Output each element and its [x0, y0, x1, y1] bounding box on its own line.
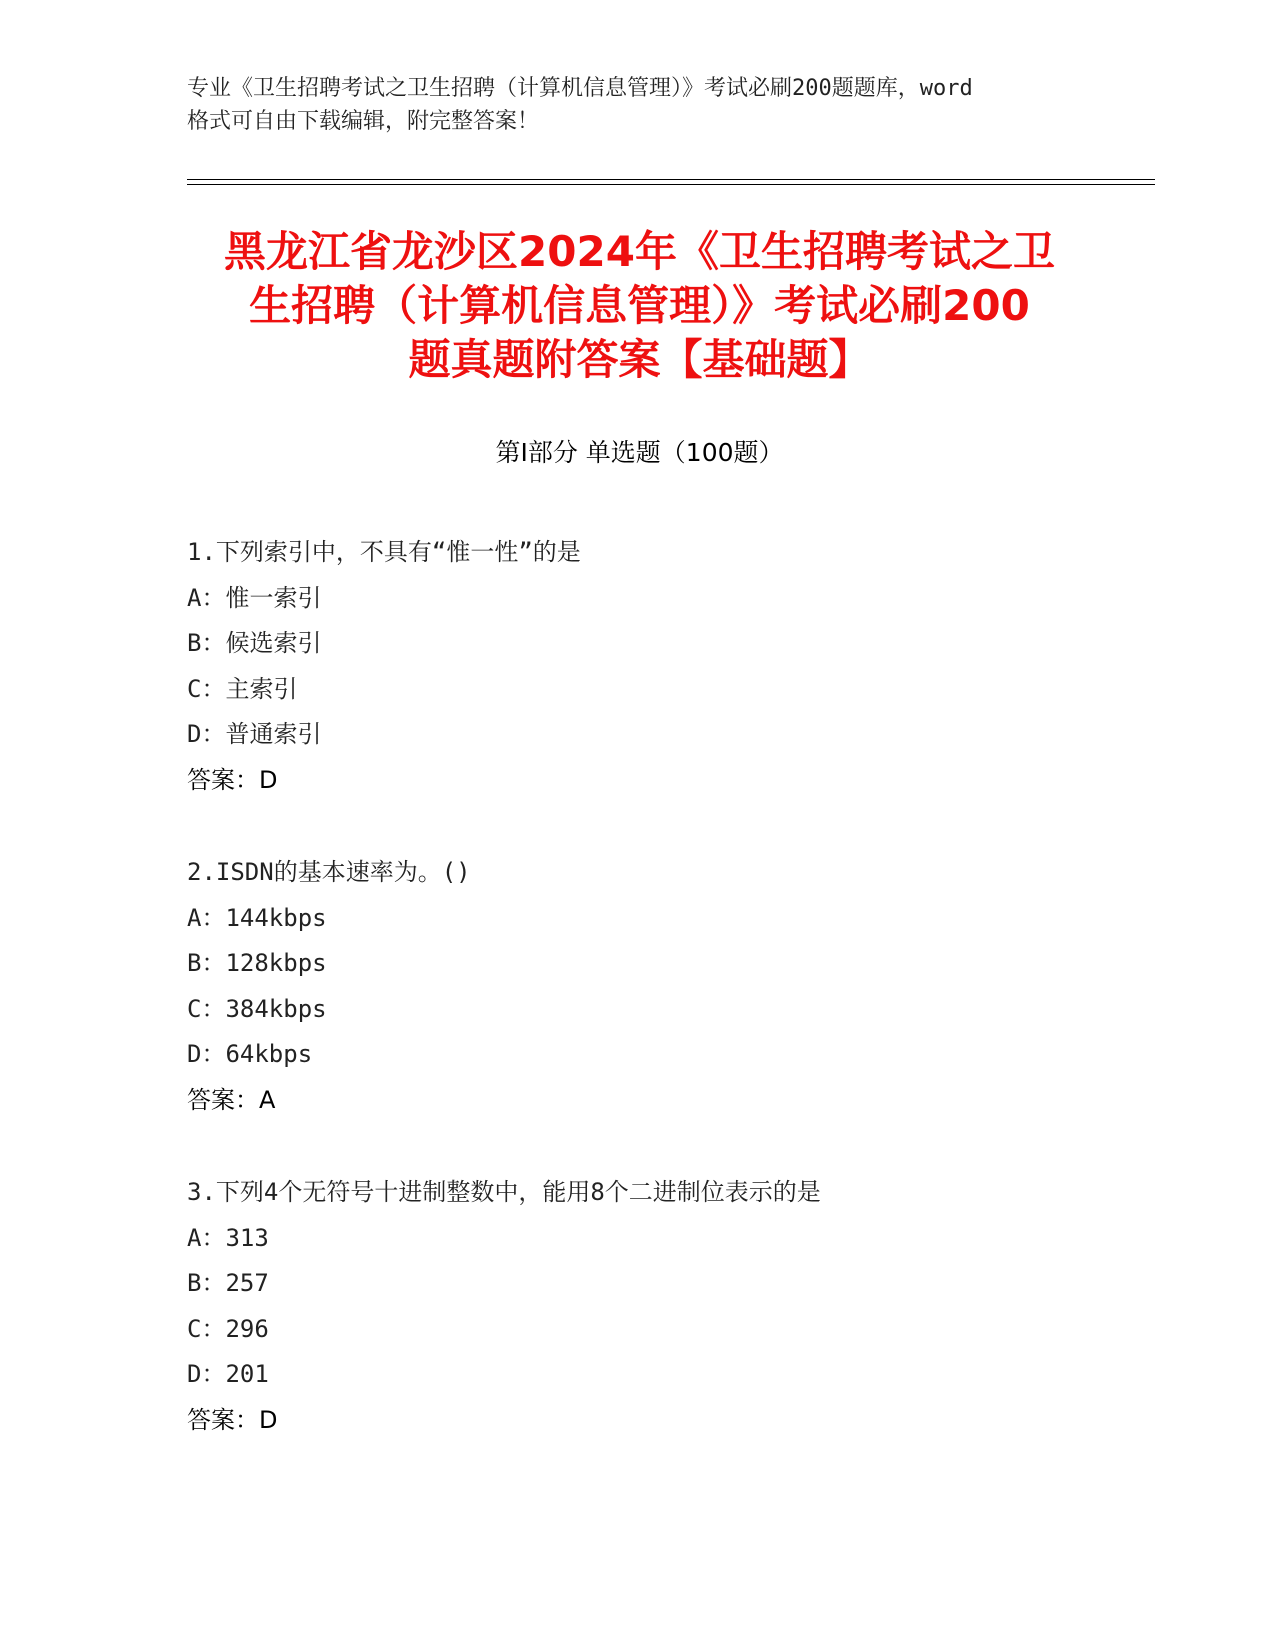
- question-block: [187, 530, 1087, 803]
- option-a: A：313: [187, 1223, 269, 1252]
- option-b: B：候选索引: [187, 629, 322, 657]
- title-line-2: 生招聘（计算机信息管理）》考试必刷200: [249, 281, 1030, 330]
- header-divider-bottom: [187, 184, 1155, 185]
- question-stem: 3.下列4个无符号十进制整数中，能用8个二进制位表示的是: [187, 1178, 821, 1206]
- option-d: D：普通索引: [187, 720, 322, 748]
- header-divider-top: [187, 179, 1155, 180]
- option-d: D：64kbps: [187, 1040, 313, 1068]
- option-d: D：201: [187, 1360, 269, 1388]
- answer-line: 答案：A: [187, 1085, 276, 1114]
- header-line-1: 专业《卫生招聘考试之卫生招聘（计算机信息管理）》考试必刷200题题库，word: [187, 76, 973, 101]
- title-line-1: 黑龙江省龙沙区2024年《卫生招聘考试之卫: [224, 227, 1055, 276]
- question-stem: 1.下列索引中，不具有“惟一性”的是: [187, 538, 581, 566]
- option-a: A：144kbps: [187, 903, 327, 932]
- answer-line: 答案：D: [187, 1405, 278, 1434]
- document-title: [187, 225, 1092, 387]
- page-header: [187, 72, 1087, 138]
- title-line-3: 题真题附答案【基础题】: [408, 335, 871, 384]
- question-block: [187, 1170, 1087, 1443]
- question-stem: 2.ISDN的基本速率为。(): [187, 858, 471, 886]
- option-b: B：128kbps: [187, 949, 327, 977]
- option-a: A：惟一索引: [187, 583, 322, 612]
- option-b: B：257: [187, 1269, 269, 1297]
- section-title: 第I部分 单选题（100题）: [495, 438, 784, 467]
- question-block: [187, 850, 1087, 1123]
- answer-line: 答案：D: [187, 765, 278, 794]
- option-c: C：主索引: [187, 674, 298, 703]
- option-c: C：296: [187, 1314, 269, 1343]
- header-line-2: 格式可自由下载编辑，附完整答案！: [187, 109, 540, 134]
- option-c: C：384kbps: [187, 994, 327, 1023]
